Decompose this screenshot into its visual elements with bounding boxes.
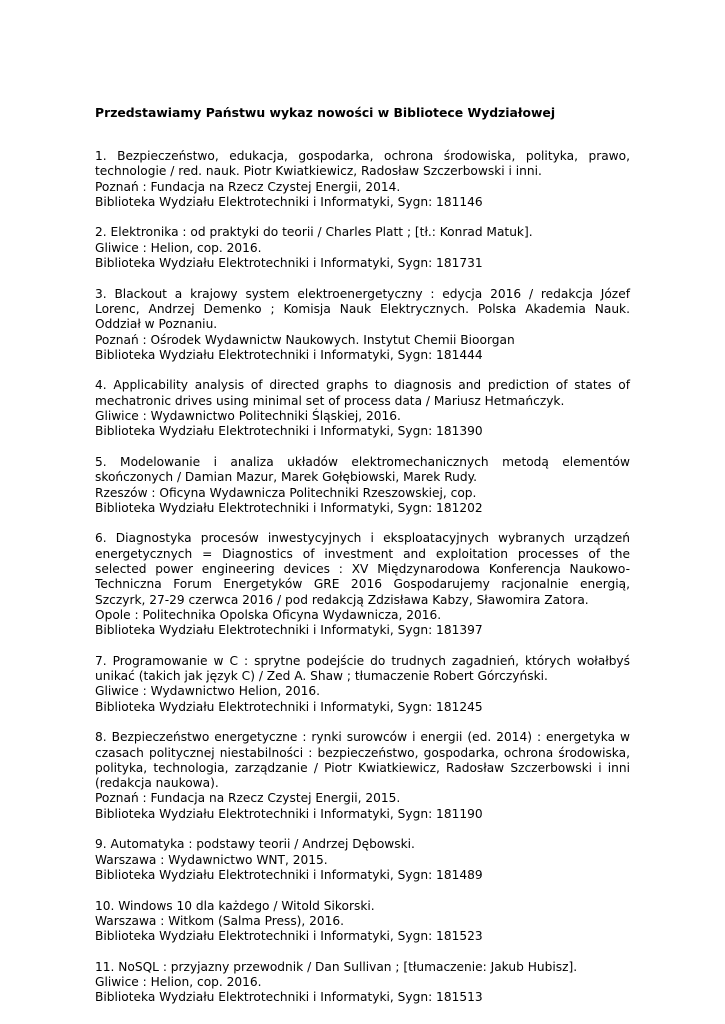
entry-location: Biblioteka Wydziału Elektrotechniki i Informatyki, Sygn: 181245: [95, 699, 483, 714]
entry-location: Biblioteka Wydziału Elektrotechniki i Informatyki, Sygn: 181489: [95, 867, 483, 882]
entry-location: Biblioteka Wydziału Elektrotechniki i Informatyki, Sygn: 181444: [95, 347, 483, 362]
entry-description: 7. Programowanie w C : sprytne podejście do trudnych zagadnień, których wołałbyś unikać (takich jak język C) / Zed A. Shaw ; tłumaczenie Robert Górczyński.: [95, 653, 630, 684]
list-item: [95, 225, 630, 271]
entry-imprint: Opole : Politechnika Opolska Oficyna Wydawnicza, 2016.: [95, 607, 442, 622]
entry-location: Biblioteka Wydziału Elektrotechniki i Informatyki, Sygn: 181202: [95, 500, 483, 515]
entry-description: 6. Diagnostyka procesów inwestycyjnych i eksploatacyjnych wybranych urządzeń energetycznych = Diagnostics of investment and exploitation processes of the selected power engineering devices : XV Międzynarodowa Konferencja Naukowo-Techniczna Forum Energetyków GRE 2016 Gospodarujemy racjonalnie energią, Szczyrk, 27-29 czerwca 2016 / pod redakcją Zdzisława Kabzy, Sławomira Zatora.: [95, 531, 630, 607]
entry-imprint: Rzeszów : Oficyna Wydawnicza Politechniki Rzeszowskiej, cop.: [95, 485, 477, 500]
entry-description: 9. Automatyka : podstawy teorii / Andrzej Dębowski.: [95, 837, 415, 852]
entry-imprint: Warszawa : Wydawnictwo WNT, 2015.: [95, 852, 328, 867]
list-item: [95, 149, 630, 210]
entry-imprint: Warszawa : Witkom (Salma Press), 2016.: [95, 913, 345, 928]
list-item: [95, 287, 630, 363]
page-title: Przedstawiamy Państwu wykaz nowości w Bibliotece Wydziałowej: [95, 105, 556, 120]
list-item: [95, 837, 630, 883]
entry-location: Biblioteka Wydziału Elektrotechniki i Informatyki, Sygn: 181390: [95, 424, 483, 439]
entry-location: Biblioteka Wydziału Elektrotechniki i Informatyki, Sygn: 181731: [95, 256, 483, 271]
entry-imprint: Gliwice : Wydawnictwo Helion, 2016.: [95, 684, 320, 699]
list-item: [95, 531, 630, 638]
entry-description: 11. NoSQL : przyjazny przewodnik / Dan Sullivan ; [tłumaczenie: Jakub Hubisz].: [95, 959, 578, 974]
list-item: [95, 730, 630, 822]
entry-location: Biblioteka Wydziału Elektrotechniki i Informatyki, Sygn: 181523: [95, 929, 483, 944]
entry-description: 10. Windows 10 dla każdego / Witold Sikorski.: [95, 898, 375, 913]
entry-location: Biblioteka Wydziału Elektrotechniki i Informatyki, Sygn: 181146: [95, 194, 483, 209]
entry-description: 1. Bezpieczeństwo, edukacja, gospodarka, ochrona środowiska, polityka, prawo, technologie / red. nauk. Piotr Kwiatkiewicz, Radosław Szczerbowski i inni.: [95, 149, 630, 179]
entry-imprint: Gliwice : Helion, cop. 2016.: [95, 240, 262, 255]
entry-location: Biblioteka Wydziału Elektrotechniki i Informatyki, Sygn: 181397: [95, 623, 483, 638]
entry-imprint: Poznań : Fundacja na Rzecz Czystej Energii, 2015.: [95, 791, 401, 806]
list-item: [95, 455, 630, 516]
entry-description: 8. Bezpieczeństwo energetyczne : rynki surowców i energii (ed. 2014) : energetyka w czasach politycznej niestabilności : bezpieczeństwo, gospodarka, ochrona środowiska, polityka, technologia, zarządzanie / Piotr Kwiatkiewicz, Radosław Szczerbowski i inni (redakcja naukowa).: [95, 730, 630, 791]
document-page: [95, 105, 630, 1021]
list-item: [95, 654, 630, 715]
entry-imprint: Gliwice : Helion, cop. 2016.: [95, 975, 262, 990]
list-item: [95, 899, 630, 945]
entry-imprint: Poznań : Ośrodek Wydawnictw Naukowych. Instytut Chemii Bioorgan: [95, 332, 515, 347]
entry-location: Biblioteka Wydziału Elektrotechniki i Informatyki, Sygn: 181190: [95, 806, 483, 821]
new-books-list: [95, 149, 630, 1006]
entry-imprint: Poznań : Fundacja na Rzecz Czystej Energii, 2014.: [95, 179, 401, 194]
entry-description: 5. Modelowanie i analiza układów elektromechanicznych metodą elementów skończonych / Damian Mazur, Marek Gołębiowski, Marek Rudy.: [95, 454, 630, 485]
list-item: [95, 960, 630, 1006]
entry-description: 3. Blackout a krajowy system elektroenergetyczny : edycja 2016 / redakcja Józef Lorenc, Andrzej Demenko ; Komisja Nauk Elektrycznych. Polska Akademia Nauk. Oddział w Poznaniu.: [95, 286, 630, 332]
entry-imprint: Gliwice : Wydawnictwo Politechniki Śląskiej, 2016.: [95, 409, 401, 424]
entry-location: Biblioteka Wydziału Elektrotechniki i Informatyki, Sygn: 181513: [95, 990, 483, 1005]
entry-description: 4. Applicability analysis of directed graphs to diagnosis and prediction of states of mechatronic drives using minimal set of process data / Mariusz Hetmańczyk.: [95, 378, 630, 408]
entry-description: 2. Elektronika : od praktyki do teorii / Charles Platt ; [tł.: Konrad Matuk].: [95, 225, 533, 240]
list-item: [95, 378, 630, 439]
